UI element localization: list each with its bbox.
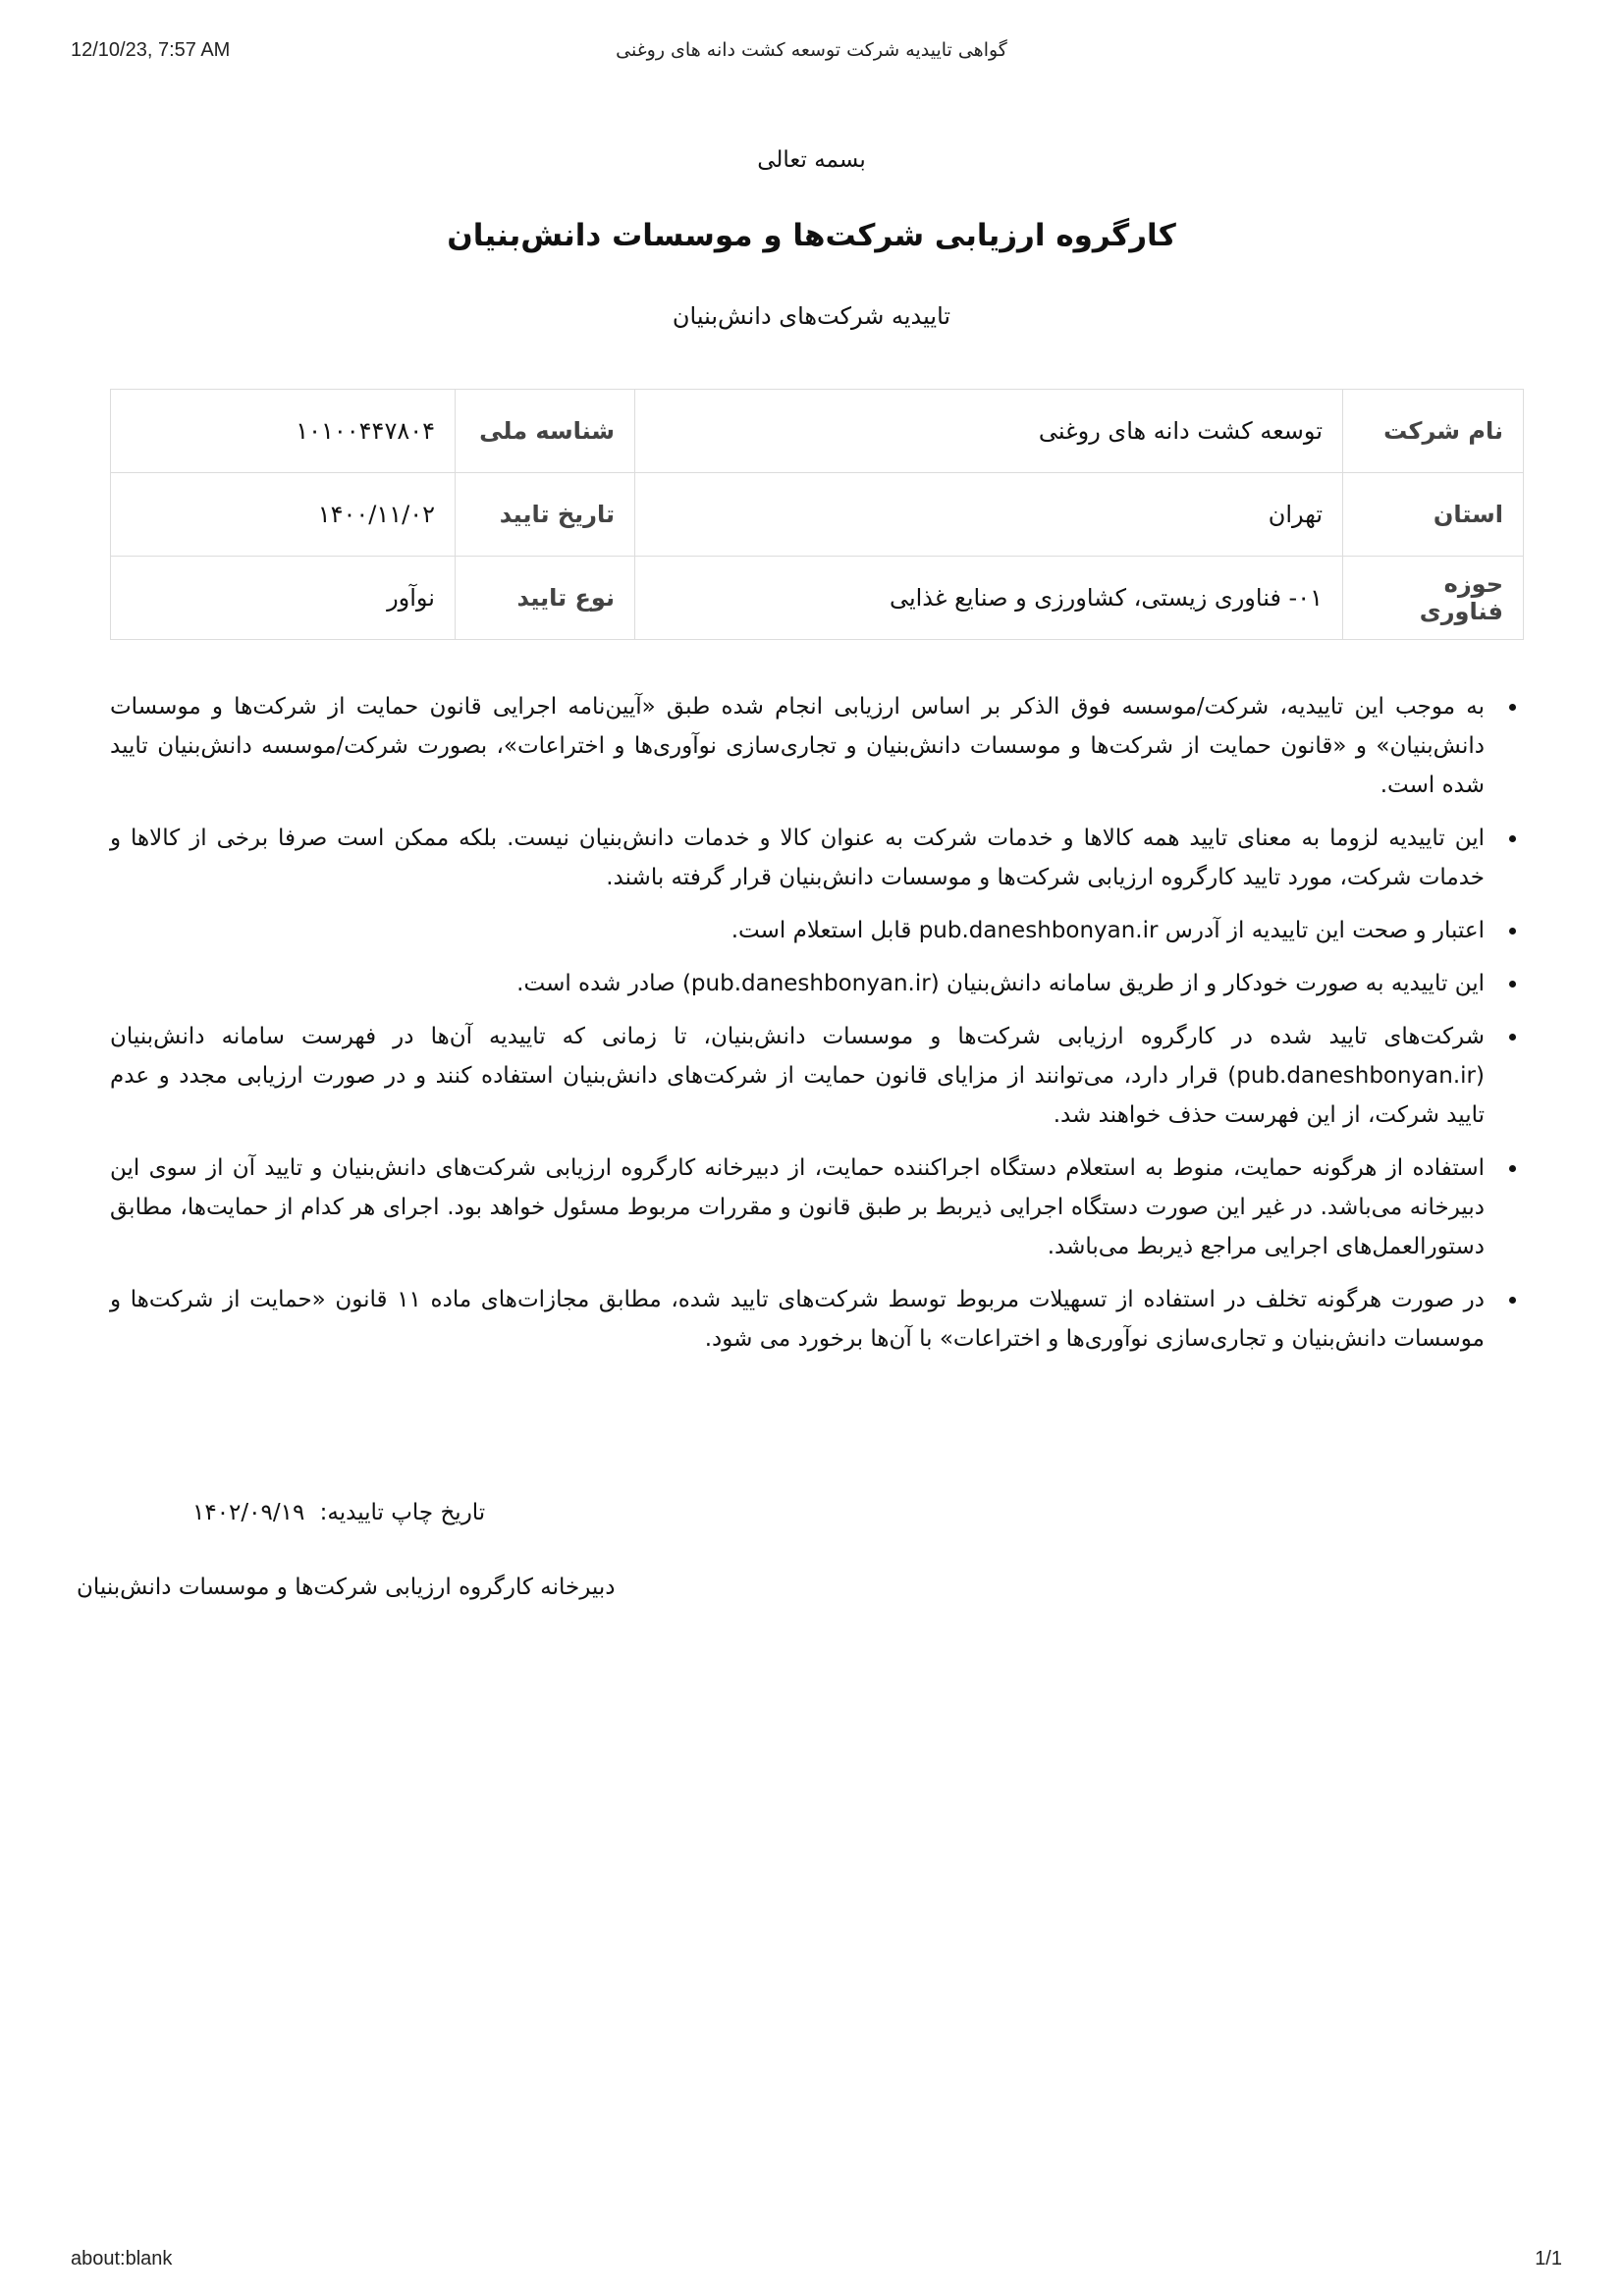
list-item: در صورت هرگونه تخلف در استفاده از تسهیلات مربوط توسط شرکت‌های تایید شده، مطابق مجازات‌های ماده ۱۱ قانون «حمایت از شرکت‌ها و موسسات دانش‌بنیان و تجاری‌سازی نوآوری‌ها و اختراعات» با آن‌ها برخورد می شود. (110, 1280, 1485, 1359)
page-title: کارگروه ارزیابی شرکت‌ها و موسسات دانش‌بنیان (447, 218, 1176, 253)
list-item: اعتبار و صحت این تاییدیه از آدرس pub.daneshbonyan.ir قابل استعلام است. (110, 911, 1485, 950)
national-id-label: شناسه ملی (456, 390, 635, 473)
page-subtitle: تاییدیه شرکت‌های دانش‌بنیان (672, 302, 951, 330)
print-date-label: تاریخ چاپ تاییدیه: (319, 1500, 486, 1525)
print-datetime: 12/10/23, 7:57 AM (71, 39, 231, 61)
print-url: about:blank (71, 2248, 173, 2269)
bismillah: بسمه تعالی (757, 147, 866, 173)
tech-field-label: حوزه فناوری (1343, 557, 1524, 640)
print-page-title: گواهی تاییدیه شرکت توسعه کشت دانه های روغنی (616, 39, 1007, 61)
approval-date-value: ۱۴۰۰/۱۱/۰۲ (111, 473, 456, 557)
print-page-count: 1/1 (1535, 2248, 1562, 2269)
table-row (111, 390, 1524, 473)
company-name-label: نام شرکت (1343, 390, 1524, 473)
table-row (111, 473, 1524, 557)
print-date (192, 1500, 485, 1525)
notes-list (110, 687, 1524, 1372)
company-info-table (110, 389, 1524, 640)
approval-date-label: تاریخ تایید (456, 473, 635, 557)
company-name-value: توسعه کشت دانه های روغنی (635, 390, 1343, 473)
approval-type-label: نوع تایید (456, 557, 635, 640)
list-item: شرکت‌های تایید شده در کارگروه ارزیابی شرکت‌ها و موسسات دانش‌بنیان، تا زمانی که تاییدیه آن‌ها در فهرست سامانه دانش‌بنیان (pub.daneshbonyan.ir) قرار دارد، می‌توانند از مزایای قانون حمایت از شرکت‌های دانش‌بنیان استفاده کنند و در صورت ارزیابی مجدد و عدم تایید شرکت، از این فهرست حذف خواهند شد. (110, 1017, 1485, 1135)
province-value: تهران (635, 473, 1343, 557)
list-item: استفاده از هرگونه حمایت، منوط به استعلام دستگاه اجراکننده حمایت، از دبیرخانه کارگروه ارزیابی شرکت‌های دانش‌بنیان و تایید آن از سوی این دبیرخانه می‌باشد. در غیر این صورت دستگاه اجرایی ذیربط بر طبق قانون و مقررات مربوط مسئول خواهد بود. اجرای هر کدام از حمایت‌ها، مطابق دستورالعمل‌های اجرایی مراجع ذیربط می‌باشد. (110, 1148, 1485, 1266)
province-label: استان (1343, 473, 1524, 557)
secretariat-signature: دبیرخانه کارگروه ارزیابی شرکت‌ها و موسسات دانش‌بنیان (77, 1575, 616, 1600)
approval-type-value: نوآور (111, 557, 456, 640)
table-row (111, 557, 1524, 640)
print-date-value: ۱۴۰۲/۰۹/۱۹ (192, 1500, 305, 1525)
list-item: این تاییدیه لزوما به معنای تایید همه کالاها و خدمات شرکت به عنوان کالا و خدمات دانش‌بنیان نیست. بلکه ممکن است صرفا برخی از کالاها و خدمات شرکت، مورد تایید کارگروه ارزیابی شرکت‌ها و موسسات دانش‌بنیان قرار گرفته باشند. (110, 819, 1485, 897)
tech-field-value: ۰۱- فناوری زیستی، کشاورزی و صنایع غذایی (635, 557, 1343, 640)
national-id-value: ۱۰۱۰۰۴۴۷۸۰۴ (111, 390, 456, 473)
list-item: به موجب این تاییدیه، شرکت/موسسه فوق الذکر بر اساس ارزیابی انجام شده طبق «آیین‌نامه اجرایی قانون حمایت از شرکت‌ها و موسسات دانش‌بنیان» و «قانون حمایت از شرکت‌ها و موسسات دانش‌بنیان و تجاری‌سازی نوآوری‌ها و اختراعات»، بصورت شرکت/موسسه دانش‌بنیان تایید شده است. (110, 687, 1485, 805)
list-item: این تاییدیه به صورت خودکار و از طریق سامانه دانش‌بنیان (pub.daneshbonyan.ir) صادر شده است. (110, 964, 1485, 1003)
